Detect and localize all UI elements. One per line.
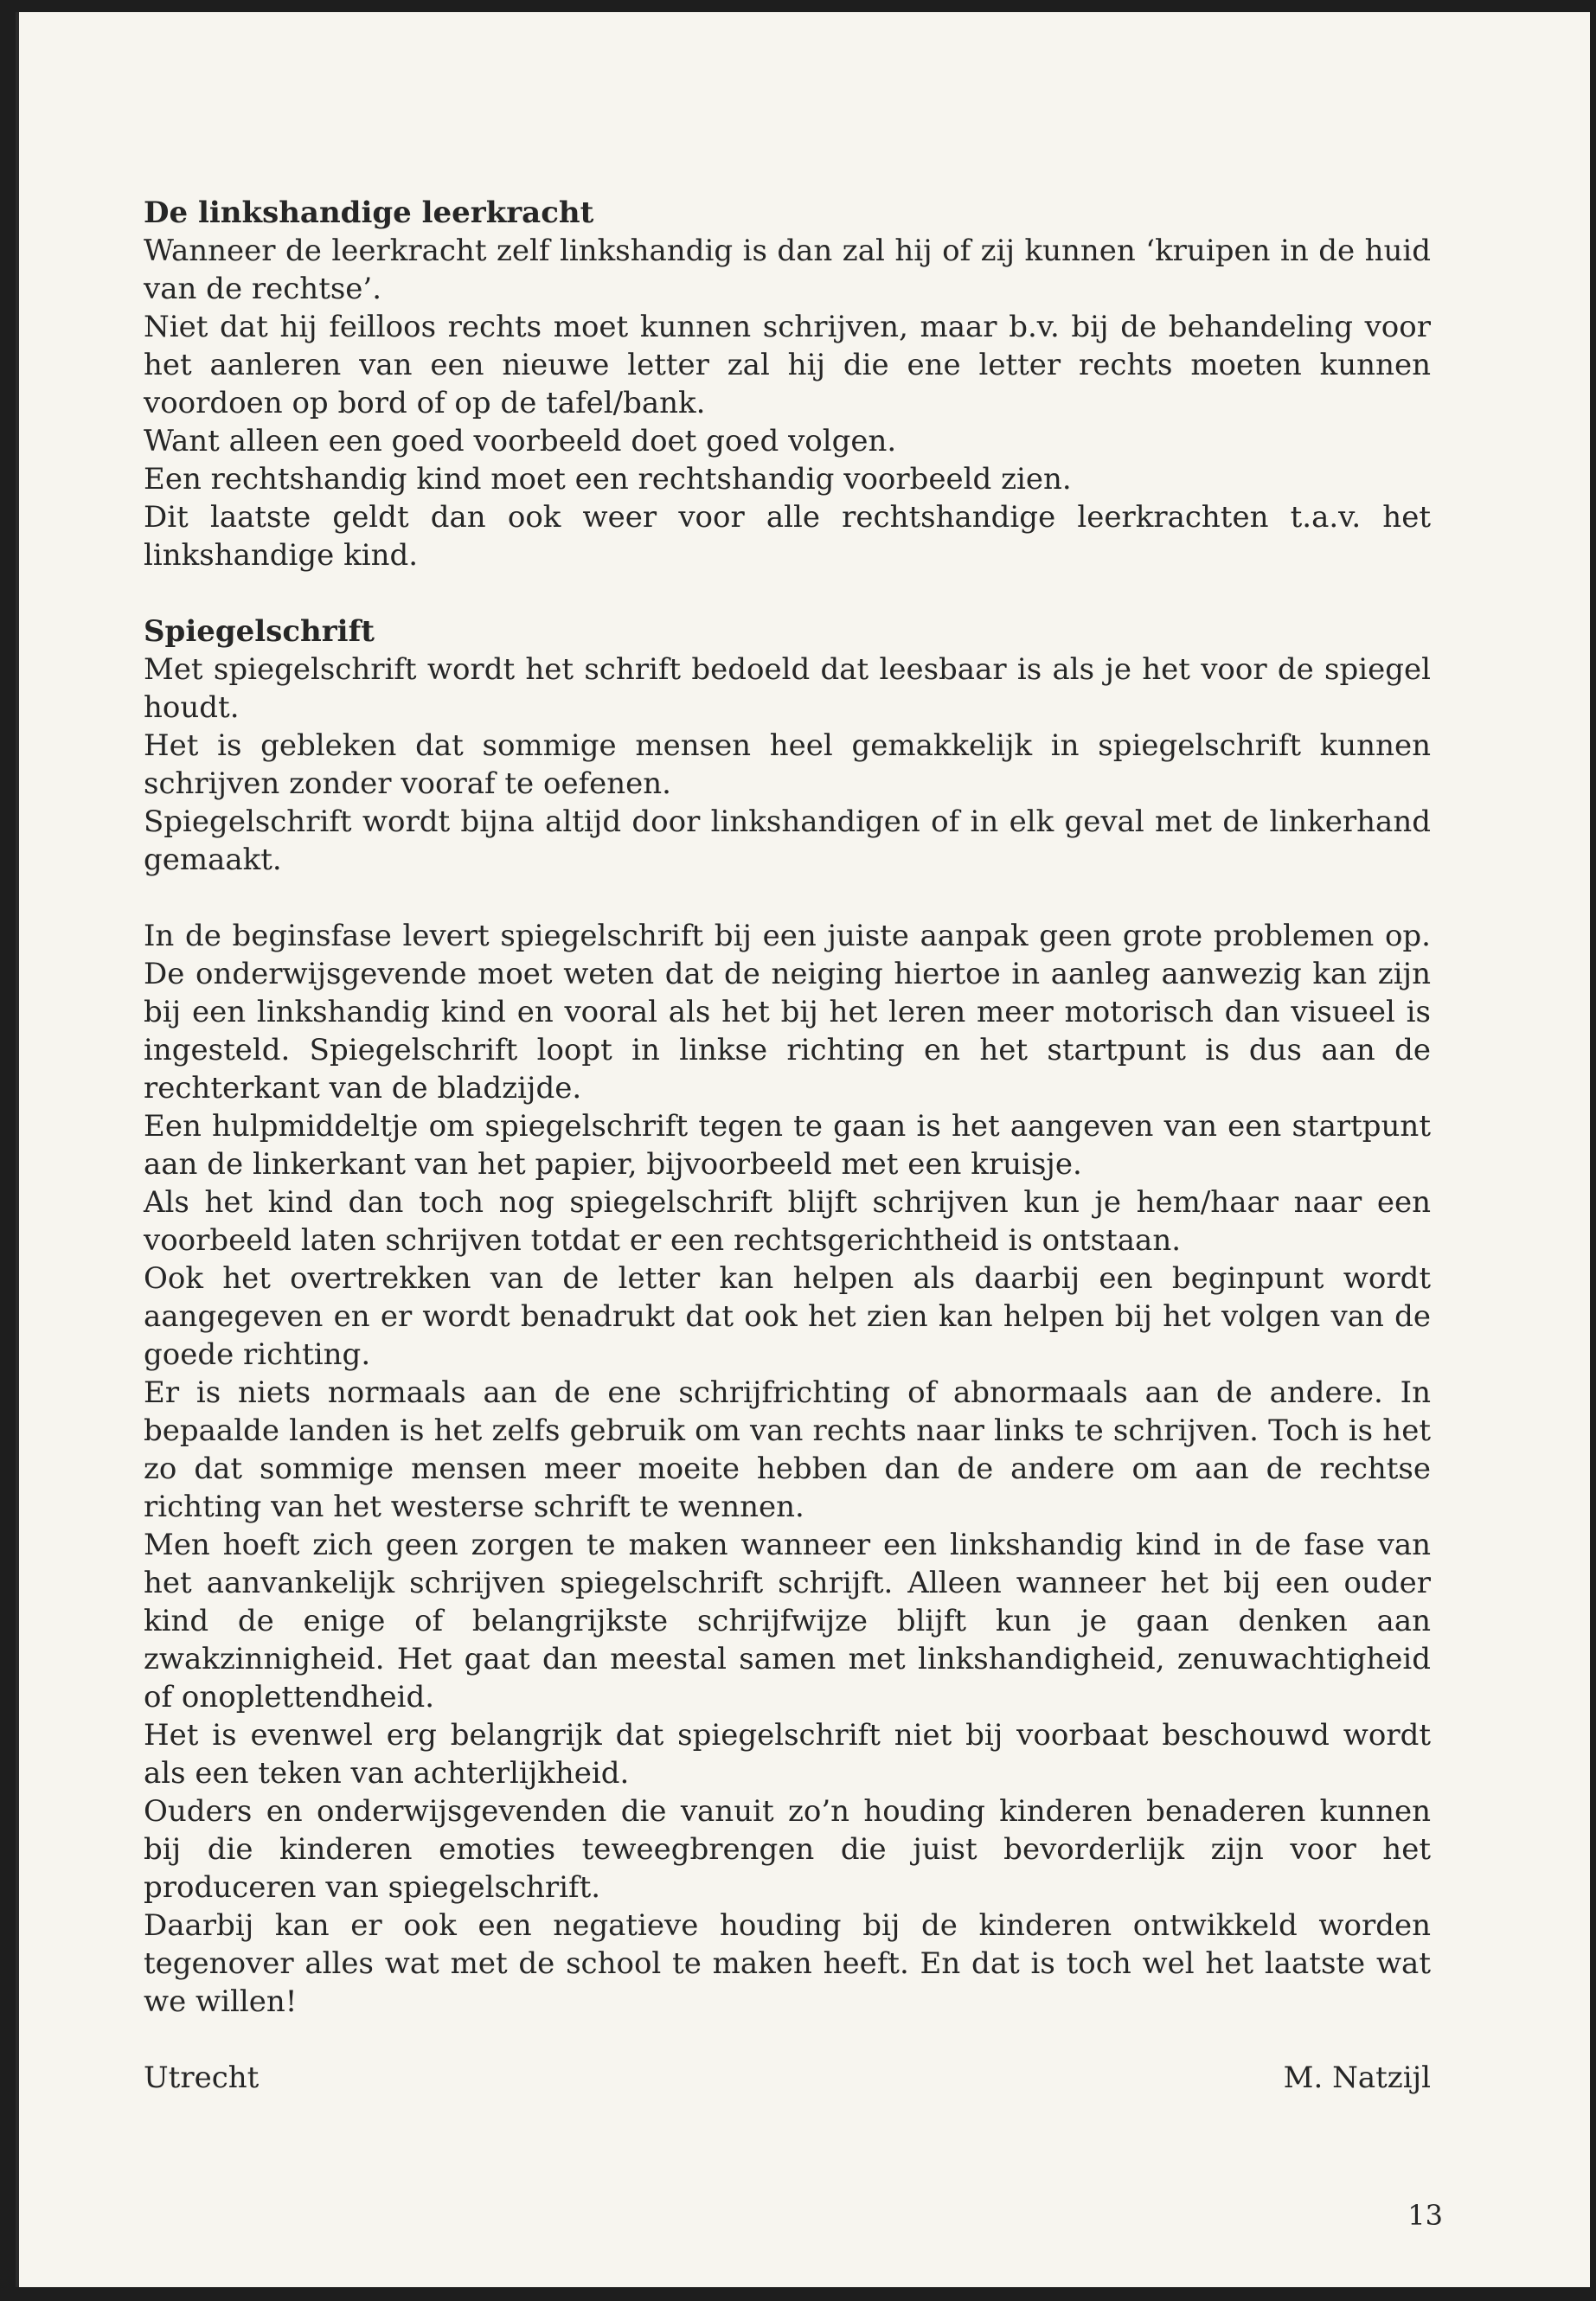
heading-linkshandige-leerkracht: De linkshandige leerkracht bbox=[144, 195, 594, 230]
heading-spiegelschrift: Spiegelschrift bbox=[144, 614, 375, 649]
paragraph: Spiegelschrift wordt bijna altijd door linkshandigen of in elk geval met de linkerhand gemaakt. bbox=[144, 804, 1431, 877]
paragraph: Het is gebleken dat sommige mensen heel gemakkelijk in spiegelschrift kunnen schrijven zonder vooraf te oefenen. bbox=[144, 728, 1431, 801]
paragraph: Er is niets normaals aan de ene schrijfrichting of abnormaals aan de andere. In bepaalde landen is het zelfs gebruik om van rechts naar links te schrijven. Toch is het zo dat sommige mensen meer moeite hebben dan de andere om aan de rechtse richting van het westerse schrift te wennen. bbox=[144, 1375, 1431, 1524]
section-gap bbox=[144, 574, 1431, 612]
signature-row bbox=[144, 2059, 1431, 2097]
signature-author: M. Natzijl bbox=[1283, 2061, 1431, 2095]
document-page bbox=[16, 12, 1590, 2287]
paragraph: Ouders en onderwijsgevenden die vanuit zo’n houding kinderen benaderen kunnen bij die kinderen emoties teweegbrengen die juist bevorderlijk zijn voor het produceren van spiegelschrift. bbox=[144, 1794, 1431, 1905]
paragraph: Een rechtshandig kind moet een rechtshandig voorbeeld zien. bbox=[144, 462, 1072, 497]
paragraph: Met spiegelschrift wordt het schrift bedoeld dat leesbaar is als je het voor de spiegel houdt. bbox=[144, 652, 1431, 725]
paragraph: Het is evenwel erg belangrijk dat spiegelschrift niet bij voorbaat beschouwd wordt als een teken van achterlijkheid. bbox=[144, 1718, 1431, 1791]
paragraph: Een hulpmiddeltje om spiegelschrift tegen te gaan is het aangeven van een startpunt aan de linkerkant van het papier, bijvoorbeeld met een kruisje. bbox=[144, 1109, 1431, 1182]
article-body bbox=[144, 194, 1431, 2097]
paragraph: Als het kind dan toch nog spiegelschrift blijft schrijven kun je hem/haar naar een voorbeeld laten schrijven totdat er een rechtsgerichtheid is ontstaan. bbox=[144, 1185, 1431, 1258]
paragraph: In de beginsfase levert spiegelschrift bij een juiste aanpak geen grote problemen op. De onderwijsgevende moet weten dat de neiging hiertoe in aanleg aanwezig kan zijn bij een linkshandig kind en vooral als het bij het leren meer motorisch dan visueel is ingesteld. Spiegelschrift loopt in linkse richting en het startpunt is dus aan de rechterkant van de bladzijde. bbox=[144, 919, 1431, 1106]
section-gap bbox=[144, 879, 1431, 917]
paragraph: Dit laatste geldt dan ook weer voor alle rechtshandige leerkrachten t.a.v. het linkshandige kind. bbox=[144, 500, 1431, 573]
paragraph: Niet dat hij feilloos rechts moet kunnen schrijven, maar b.v. bij de behandeling voor het aanleren van een nieuwe letter zal hij die ene letter rechts moeten kunnen voordoen op bord of op de tafel/bank. bbox=[144, 310, 1431, 420]
paragraph: Wanneer de leerkracht zelf linkshandig is dan zal hij of zij kunnen ‘kruipen in de huid van de rechtse’. bbox=[144, 234, 1431, 306]
paragraph: Ook het overtrekken van de letter kan helpen als daarbij een beginpunt wordt aangegeven en er wordt benadrukt dat ook het zien kan helpen bij het volgen van de goede richting. bbox=[144, 1261, 1431, 1372]
signature-place: Utrecht bbox=[144, 2061, 260, 2095]
page-number: 13 bbox=[1407, 2199, 1443, 2232]
paragraph: Want alleen een goed voorbeeld doet goed volgen. bbox=[144, 424, 897, 458]
paragraph: Daarbij kan er ook een negatieve houding bij de kinderen ontwikkeld worden tegenover alles wat met de school te maken heeft. En dat is toch wel het laatste wat we willen! bbox=[144, 1908, 1431, 2019]
paragraph: Men hoeft zich geen zorgen te maken wanneer een linkshandig kind in de fase van het aanvankelijk schrijven spiegelschrift schrijft. Alleen wanneer het bij een ouder kind de enige of belangrijkste schrijfwijze blijft kun je gaan denken aan zwakzinnigheid. Het gaat dan meestal samen met linkshandigheid, zenuwachtigheid of onoplettendheid. bbox=[144, 1528, 1431, 1715]
page-edge-shadow bbox=[16, 12, 19, 2287]
